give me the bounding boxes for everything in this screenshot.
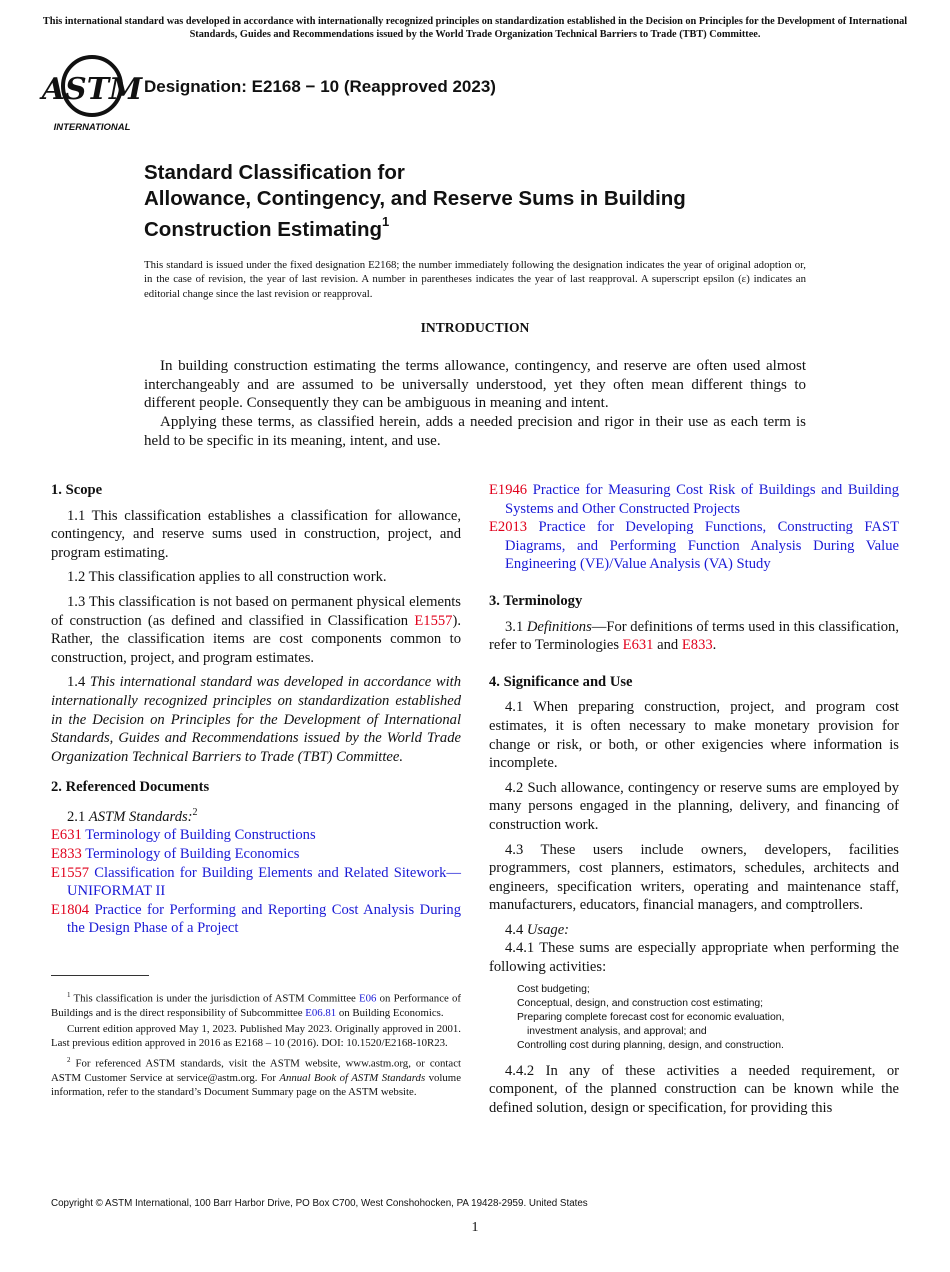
list-item: investment analysis, and approval; and	[527, 1026, 707, 1038]
right-column	[489, 481, 899, 1123]
footnote-2: $^2$ For referenced ASTM standards, visit the ASTM website, www.astm.org, or contact ASTM Customer Service at service@astm.org. For Annual Book of ASTM Standards volume information, refer to the standard’s Document Summary page on the ASTM website.	[51, 1055, 461, 1098]
reference-link[interactable]: E1946 Practice for Measuring Cost Risk of Buildings and Building Systems and Other Constructed Projects	[489, 482, 899, 517]
introduction-heading: INTRODUCTION	[420, 320, 530, 335]
paragraph-4-4: 4.4 Usage:	[505, 921, 570, 938]
section-heading-terminology: 3. Terminology	[489, 592, 583, 609]
svg-text:ASTM: ASTM	[41, 72, 143, 107]
reference-link[interactable]: E631 Terminology of Building Constructions	[51, 827, 316, 844]
paragraph-4-4-1: 4.4.1 These sums are especially appropriate when performing the following activities:	[489, 940, 899, 976]
list-item: Controlling cost during planning, design, and construction.	[517, 1040, 784, 1052]
astm-logo	[41, 54, 143, 133]
paragraph-4-1: 4.1 When preparing construction, project, and program cost estimates, it is often necessary to make monetary provision for change or risk, or both, or other exigencies where information is incomplete.	[489, 699, 899, 772]
paragraph-4-2: 4.2 Such allowance, contingency or reserve sums are employed by many persons engaged in the planning, delivery, and financing of construction work.	[489, 779, 899, 833]
reference-link[interactable]: E1804 Practice for Performing and Reporting Cost Analysis During the Design Phase of a Project	[51, 901, 461, 937]
reference-link[interactable]: E2013 Practice for Developing Functions, Constructing FAST Diagrams, and Performing Function Analysis During Value Engineering (VE)/Value Analysis (VA) Study	[489, 519, 900, 573]
logo-wordmark: INTERNATIONAL	[53, 122, 131, 133]
title-line: Construction Estimating$^1$	[144, 214, 390, 241]
section-heading-referenced: 2. Referenced Documents	[51, 779, 210, 796]
page-number: 1	[471, 1220, 479, 1235]
link-e833[interactable]: E833	[681, 637, 713, 654]
list-item: Cost budgeting;	[517, 983, 590, 995]
paragraph-4-3: 4.3 These users include owners, developers, facilities programmers, cost planners, estimators, schedules, architects and engineers, specification writers, operating and maintenance staff, manufacturers, educators, financial managers, and comptrollers.	[489, 841, 899, 914]
paragraph-1-1: 1.1 This classification establishes a classification for allowance, contingency, and reserve sums used in construction, project, and program estimating.	[51, 507, 461, 561]
copyright-line: Copyright © ASTM International, 100 Barr Harbor Drive, PO Box C700, West Conshohocken, PA 19428-2959. United States	[51, 1198, 588, 1209]
activities-list	[517, 983, 899, 1054]
reference-link[interactable]: E833 Terminology of Building Economics	[51, 845, 300, 862]
list-item: Preparing complete forecast cost for economic evaluation,	[517, 1012, 785, 1024]
top-note: This international standard was developed in accordance with internationally recognized principles on standardization established in the Decision on Principles for the Development of International Standards, Guides and Recommendations issued by the World Trade Organization Technical Barriers to Trade (TBT) Committee.	[42, 16, 908, 40]
title-line: Standard Classification for	[144, 161, 405, 184]
link-e06[interactable]: E06	[359, 992, 377, 1005]
paragraph-3-1: 3.1 Definitions—For definitions of terms used in this classification, refer to Terminologies E631 and E833.	[489, 618, 900, 654]
intro-paragraph: Applying these terms, as classified herein, adds a needed precision and rigor in their use as each term is held to be specific in its meaning, intent, and use.	[144, 414, 806, 449]
link-e631[interactable]: E631	[622, 637, 654, 654]
paragraph-1-2: 1.2 This classification applies to all construction work.	[67, 569, 387, 586]
section-heading-significance: 4. Significance and Use	[489, 673, 633, 690]
footnotes	[51, 988, 461, 1101]
title-line: Allowance, Contingency, and Reserve Sums in Building	[144, 186, 686, 210]
footnote-divider	[51, 975, 149, 976]
link-e06-81[interactable]: E06.81	[305, 1006, 337, 1019]
issued-note: This standard is issued under the fixed designation E2168; the number immediately following the designation indicates the year of original adoption or, in the case of revision, the year of last revision. A number in parentheses indicates the year of last reapproval. A superscript epsilon (ε) indicates an editorial change since the last revision or reapproval.	[144, 259, 806, 300]
paragraph-1-3: 1.3 This classification is not based on permanent physical elements of construction (as defined and classified in Classification E1557). Rather, the classification items are cost components common to construction, project, and program estimates.	[51, 593, 461, 666]
left-column	[51, 481, 461, 938]
reference-link[interactable]: E1557 Classification for Building Elements and Related Sitework—UNIFORMAT II	[51, 864, 461, 900]
introduction-body	[144, 357, 806, 451]
paragraph-1-4: 1.4 This international standard was developed in accordance with internationally recognized principles on standardization established in the Decision on Principles for the Development of International Standards, Guides and Recommendations issued by the World Trade Organization Technical Barriers to Trade (TBT) Committee.	[51, 674, 462, 765]
paragraph-4-4-2: 4.4.2 In any of these activities a needed requirement, or component, of the planned construction can be known while the defined solution, design or specification, for providing this	[489, 1062, 899, 1116]
link-e1557[interactable]: E1557	[414, 612, 453, 629]
footnote-edition: Current edition approved May 1, 2023. Published May 2023. Originally approved in 2001. Last previous edition approved in 2016 as E2168 – 10 (2016). DOI: 10.1520/E2168-10R23.	[51, 1023, 461, 1050]
paragraph-2-1: 2.1 ASTM Standards:$^2$	[67, 806, 198, 825]
title-footnote-mark: 1	[382, 214, 390, 229]
document-title	[144, 160, 844, 242]
list-item: Conceptual, design, and construction cost estimating;	[517, 997, 764, 1009]
designation: Designation: E2168 − 10 (Reapproved 2023)	[144, 77, 496, 96]
intro-paragraph: In building construction estimating the terms allowance, contingency, and reserve are often used almost interchangeably and are assumed to be universally understood, yet they often mean different things to different people. Consequently they can be ambiguous in meaning and intent.	[144, 358, 806, 412]
section-heading-scope: 1. Scope	[51, 482, 103, 498]
footnote-1: $^1$ This classification is under the jurisdiction of ASTM Committee E06 on Performance of Buildings and is the direct responsibility of Subcommittee E06.81 on Building Economics.	[51, 991, 461, 1019]
